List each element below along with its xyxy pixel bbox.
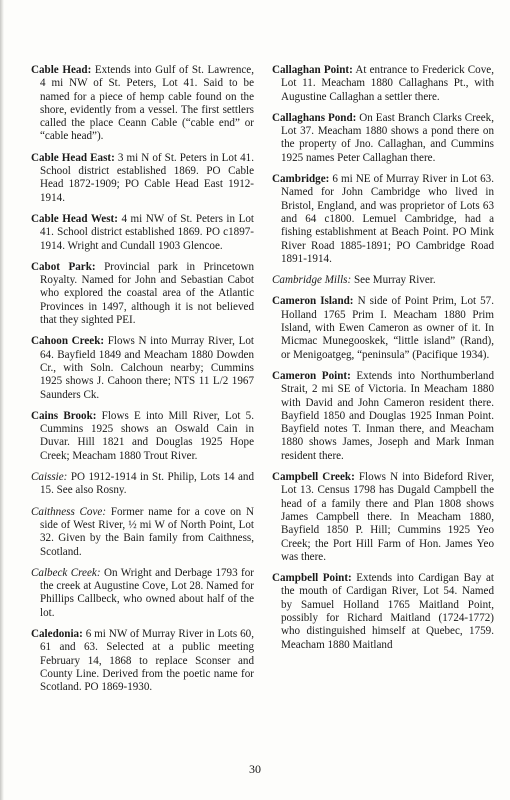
gazetteer-entry	[31, 213, 254, 253]
entry-text: On East Branch Clarks Creek, Lot 37. Meacham 1880 shows a pond there on the property of Jno. Callaghan, and Cummins 1925 names Peter Callaghan there.	[281, 111, 494, 164]
entry-text: PO 1912-1914 in St. Philip, Lots 14 and 15. See also Rosny.	[40, 471, 254, 497]
entry-text: On Wright and Derbage 1793 for the creek at Augustine Cove, Lot 28. Named for Phillips Callbeck, who owned about half of the lot.	[40, 566, 254, 619]
entry-heading: Caissie:	[31, 471, 68, 484]
gazetteer-entry	[272, 295, 494, 361]
gazetteer-entry	[31, 335, 254, 401]
entry-heading: Cable Head West:	[31, 212, 118, 225]
entry-heading: Cahoon Creek:	[31, 335, 105, 348]
entry-text: 3 mi N of St. Peters in Lot 41. School district established 1869. PO Cable Head 1872-1909; PO Cable Head East 1912-1914.	[40, 151, 254, 204]
entry-heading: Callaghan Point:	[272, 64, 353, 76]
gazetteer-entry	[272, 173, 494, 266]
gazetteer-entry	[272, 274, 494, 287]
entry-text: Flows N into Murray River, Lot 64. Bayfield 1849 and Meacham 1880 Dowden Cr., with Soln. Calchoun nearby; Cummins 1925 shows J. Cahoon there; NTS 11 L/2 1967 Saunders Ck.	[40, 335, 255, 401]
entry-heading: Calbeck Creek:	[31, 566, 101, 579]
gazetteer-entry	[31, 261, 254, 327]
page-edge-shadow	[0, 0, 4, 800]
entry-text: Provincial park in Princetown Royalty. Named for John and Sebastian Cabot who explored the coastal area of the Atlantic Provinces in 1497, although it is not believed that they sighted PEI.	[40, 260, 255, 327]
entry-text: 6 mi NW of Murray River in Lots 60, 61 and 63. Selected at a public meeting February 14, 1868 to replace Sconser and County Line. Derived from the poetic name for Scotland. PO 1869-1930.	[40, 627, 254, 694]
right-column	[272, 64, 494, 660]
gazetteer-entry	[31, 628, 254, 694]
entry-text: N side of Point Prim, Lot 57. Holland 1765 Prim I. Meacham 1880 Prim Island, with Ewen Cameron as owner of it. In Micmac Munegooskek, “little island” (Rand), or Menigoatgeg, “peninsula” (Pacifique 1934).	[281, 295, 494, 361]
entry-heading: Cambridge Mills:	[272, 274, 352, 287]
entry-text: At entrance to Frederick Cove, Lot 11. Meacham 1880 Callaghans Pt., with Augustine Callaghan a settler there.	[281, 64, 494, 103]
entry-heading: Cains Brook:	[31, 409, 97, 422]
entry-heading: Cambridge:	[272, 173, 330, 186]
entry-heading: Cameron Point:	[272, 369, 351, 382]
entry-heading: Campbell Point:	[272, 572, 352, 585]
entry-heading: Callaghans Pond:	[272, 111, 357, 124]
gazetteer-entry	[272, 572, 494, 652]
entry-heading: Caledonia:	[31, 627, 83, 640]
entry-heading: Cabot Park:	[31, 260, 96, 273]
gazetteer-entry	[272, 370, 494, 463]
entry-heading: Caithness Cove:	[31, 505, 107, 518]
entry-heading: Campbell Creek:	[272, 471, 355, 484]
entry-text: Former name for a cove on N side of West River, ½ mi W of North Point, Lot 32. Given by the Bain family from Caithness, Scotland.	[40, 505, 255, 558]
gazetteer-entry	[272, 112, 494, 165]
gazetteer-entry	[31, 506, 254, 559]
left-column	[31, 64, 254, 702]
entry-heading: Cameron Island:	[272, 295, 354, 308]
entry-heading: Cable Head:	[31, 64, 92, 76]
entry-text: See Murray River.	[353, 274, 436, 287]
entry-text: Extends into Northumberland Strait, 2 mi SE of Victoria. In Meacham 1880 with David and John Cameron resident there. Bayfield 1850 and Douglas 1925 Inman Point. Bayfield notes T. Inman there, and Meacham 1880 shows James, Joseph and Mark Inman resident there.	[281, 369, 494, 462]
gazetteer-entry	[31, 64, 254, 144]
entry-text: 4 mi NW of St. Peters in Lot 41. School district established 1869. PO c1897-1914. Wright and Cundall 1903 Glencoe.	[40, 212, 254, 252]
entry-text: 6 mi NE of Murray River in Lot 63. Named for John Cambridge who lived in Bristol, England, and was proprietor of Lots 63 and 64 c1800. Lemuel Cambridge, had a fishing establishment at Beach Point. PO Mink River Road 1885-1891; PO Cambridge Road 1891-1914.	[281, 173, 495, 265]
entry-heading: Cable Head East:	[31, 151, 115, 164]
gazetteer-entry	[31, 410, 254, 463]
entry-text: Extends into Gulf of St. Lawrence, 4 mi NW of St. Peters, Lot 41. Said to be named for a piece of hemp cable found on the shore, evidently from a vessel. The first settlers called the place Ceann Cable (“cable end” or “cable head”).	[40, 64, 254, 143]
gazetteer-entry	[31, 471, 254, 498]
gazetteer-entry	[272, 471, 494, 564]
gazetteer-entry	[272, 64, 494, 104]
entry-text: Flows E into Mill River, Lot 5. Cummins 1925 shows an Oswald Cain in Duvar. Hill 1821 and Douglas 1925 Hope Creek; Meacham 1880 Trout River.	[40, 409, 254, 462]
gazetteer-entry	[31, 567, 254, 620]
page-number: 30	[249, 762, 261, 776]
entry-text: Flows N into Bideford River, Lot 13. Census 1798 has Dugald Campbell the head of a family there and Plan 1808 shows James Campbell there. In Meacham 1880, Bayfield 1850 P. Hill; Cummins 1925 Yeo Creek; the Port Hill Farm of Hon. James Yeo was there.	[281, 471, 495, 563]
gazetteer-entry	[31, 152, 254, 205]
entry-text: Extends into Cardigan Bay at the mouth of Cardigan River, Lot 54. Named by Samuel Holland 1765 Maitland Point, possibly for Richard Maitland (1724-1772) who distinguished himself at Quebec, 1759. Meacham 1880 Maitland	[281, 572, 494, 651]
